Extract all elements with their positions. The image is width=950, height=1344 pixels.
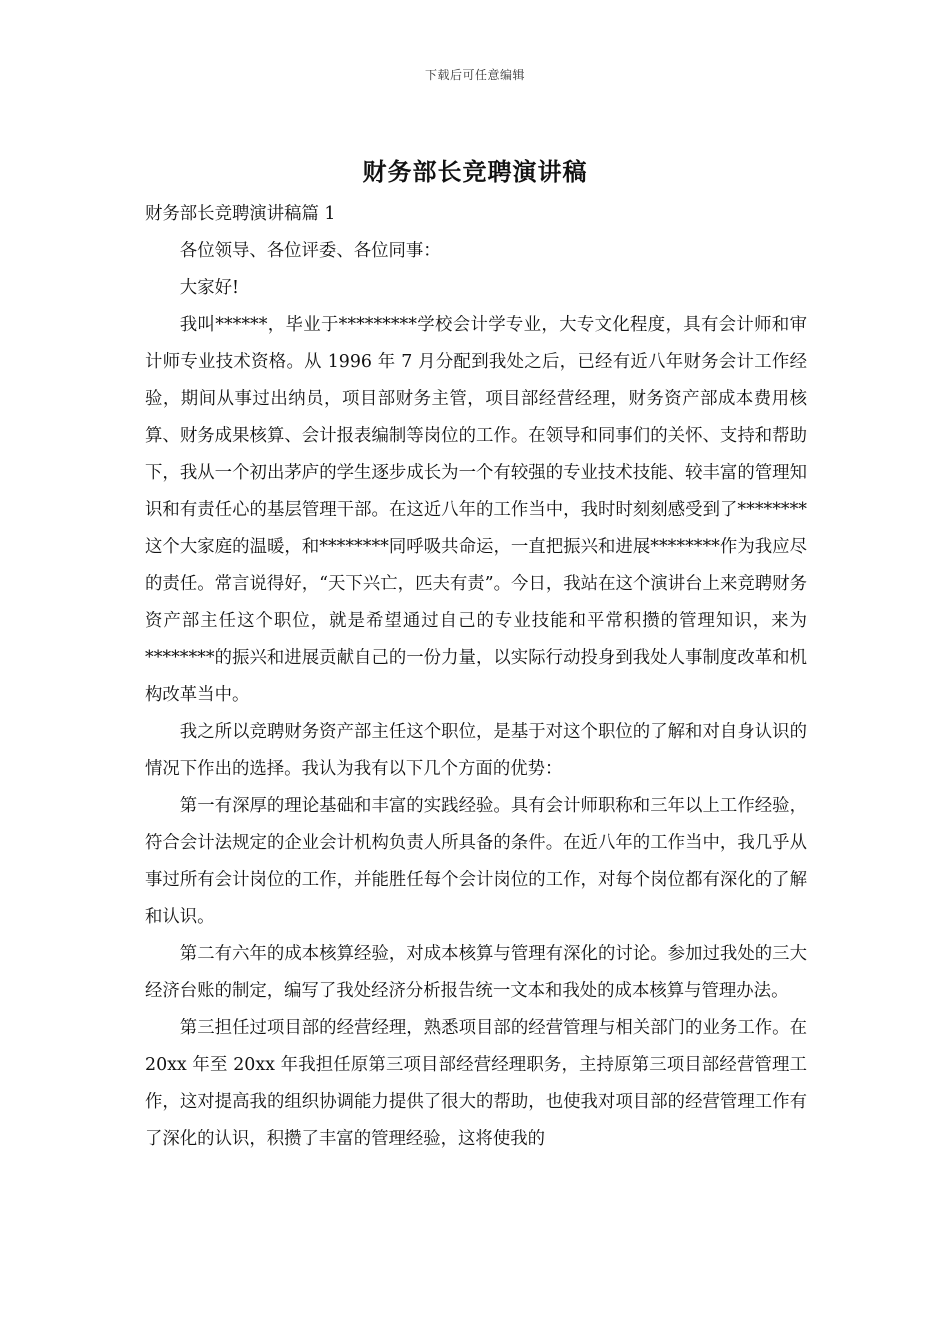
- body-paragraph: 第三担任过项目部的经营经理，熟悉项目部的经营管理与相关部门的业务工作。在 20xx 年至 20xx 年我担任原第三项目部经营经理职务，主持原第三项目部经营管理工作，这对提高我的组织协调能力提供了很大的帮助，也使我对项目部的经营管理工作有了深化的认识，积攒了丰富的管理经验，这将使我的: [145, 1018, 807, 1149]
- body-paragraph: 我之所以竞聘财务资产部主任这个职位，是基于对这个职位的了解和对自身认识的情况下作出的选择。我认为我有以下几个方面的优势：: [145, 722, 807, 779]
- section-subtitle: 财务部长竞聘演讲稿篇 1: [145, 204, 336, 224]
- body-paragraph: 第一有深厚的理论基础和丰富的实践经验。具有会计师职称和三年以上工作经验，符合会计法规定的企业会计机构负责人所具备的条件。在近八年的工作当中，我几乎从事过所有会计岗位的工作，并能胜任每个会计岗位的工作，对每个岗位都有深化的了解和认识。: [145, 796, 807, 927]
- body-paragraph: 我叫******，毕业于*********学校会计学专业，大专文化程度，具有会计师和审计师专业技术资格。从 1996 年 7 月分配到我处之后，已经有近八年财务会计工作经验，期间从事过出纳员，项目部财务主管，项目部经营经理，财务资产部成本费用核算、财务成果核算、会计报表编制等岗位的工作。在领导和同事们的关怀、支持和帮助下，我从一个初出茅庐的学生逐步成长为一个有较强的专业技术技能、较丰富的管理知识和有责任心的基层管理干部。在这近八年的工作当中，我时时刻刻感受到了********这个大家庭的温暖，和********同呼吸共命运，一直把振兴和进展********作为我应尽的责任。常言说得好，“天下兴亡，匹夫有责”。今日，我站在这个演讲台上来竞聘财务资产部主任这个职位，就是希望通过自己的专业技能和平常积攒的管理知识，来为********的振兴和进展贡献自己的一份力量，以实际行动投身到我处人事制度改革和机构改革当中。: [145, 315, 807, 705]
- body-paragraph: 第二有六年的成本核算经验，对成本核算与管理有深化的讨论。参加过我处的三大经济台账的制定，编写了我处经济分析报告统一文本和我处的成本核算与管理办法。: [145, 944, 807, 1001]
- greeting-paragraph: 大家好!: [179, 278, 239, 298]
- document-body: [145, 196, 807, 1158]
- salutation-paragraph: 各位领导、各位评委、各位同事：: [179, 241, 441, 261]
- document-title: 财务部长竞聘演讲稿: [362, 157, 588, 186]
- page-header-note: 下载后可任意编辑: [424, 68, 525, 82]
